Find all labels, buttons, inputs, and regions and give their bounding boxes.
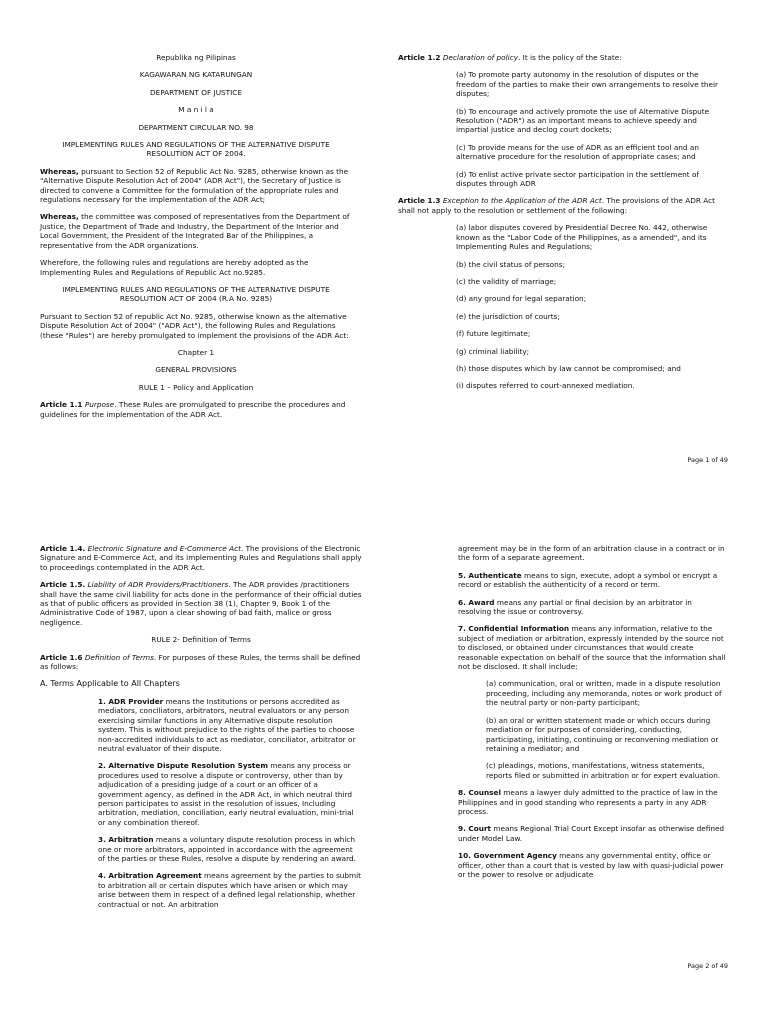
exception-item-e: (e) the jurisdiction of courts; — [456, 311, 560, 321]
exception-item-a: (a) labor disputes covered by Presidential Decree No. 442, otherwise known as the "Labor Code of the Philippines, as a amended", and its Implementing Rules and Regulations; — [456, 223, 708, 252]
terms-section-heading: A. Terms Applicable to All Chapters — [40, 679, 180, 689]
exception-item-b: (b) the civil status of persons; — [456, 259, 566, 269]
term-9-court: 9. Court means Regional Trial Court Except insofar as otherwise defined under Model Law. — [458, 824, 725, 843]
header-republic: Republika ng Pilipinas — [156, 53, 236, 62]
rule-2-heading: RULE 2- Definition of Terms — [151, 635, 251, 645]
confidential-item-b: (b) an oral or written statement made or which occurs during mediation or for purposes of considering, conducting, participating, initiating, continuing or reconvening mediation or retaining a mediator; and — [486, 715, 719, 753]
page-number-1: Page 1 of 49 — [687, 456, 728, 464]
header-city: M a n i l a — [178, 105, 214, 115]
article-1-1: Article 1.1 Purpose. These Rules are promulgated to prescribe the procedures and guidelines for the implementation of the ADR Act. — [40, 400, 346, 419]
term-7-confidential-information: 7. Confidential Information means any information, relative to the subject of mediation or arbitration, expressly intended by the source not to disclosed, or obtained under circumstances that would create reasonable expectation on behalf of the source that the information shall not be disclosed. It shall include: — [458, 624, 726, 672]
pursuant-paragraph: Pursuant to Section 52 of republic Act No. 9285, otherwise known as the alternative Dispute Resolution Act of 2004" ("ADR Act"), the following Rules and Regulations (these "Rules") are hereby promulgated to implement the provisions of the ADR Act: — [40, 311, 349, 340]
confidential-item-a: (a) communication, oral or written, made in a dispute resolution proceeding, including any memoranda, notes or work product of the neutral party or non-party participant; — [486, 679, 722, 708]
exception-item-c: (c) the validity of marriage; — [456, 276, 557, 286]
term-6-award: 6. Award means any partial or final decision by an arbitrator in resolving the issue or controversy. — [458, 597, 692, 617]
document-title: IMPLEMENTING RULES AND REGULATIONS OF THE ALTERNATIVE DISPUTE RESOLUTION ACT OF 2004. — [62, 140, 330, 159]
article-1-4: Article 1.4. Electronic Signature and E-Commerce Act. The provisions of the Electronic Signature and E-Commerce Act, and its implementing Rules and Regulations shall apply to proceedings contemplated in the ADR Act. — [40, 544, 362, 572]
chapter-number: Chapter 1 — [177, 347, 215, 357]
irr-title: IMPLEMENTING RULES AND REGULATIONS OF THE ALTERNATIVE DISPUTE RESOLUTION ACT OF 2004 (R.A No. 9285) — [62, 284, 330, 304]
article-1-2: Article 1.2 Declaration of policy. It is the policy of the State: — [398, 53, 622, 62]
circular-number: DEPARTMENT CIRCULAR NO. 98 — [138, 122, 254, 132]
policy-item-a: (a) To promote party autonomy in the resolution of disputes or the freedom of the parties to make their own arrangements to resolve their disputes; — [456, 70, 719, 99]
exception-item-g: (g) criminal liability; — [456, 346, 530, 356]
header-kagawaran: KAGAWARAN NG KATARUNGAN — [139, 70, 253, 80]
page2-left-column — [40, 544, 362, 917]
exception-item-d: (d) any ground for legal separation; — [456, 294, 587, 304]
term-1-adr-provider: 1. ADR Provider means the Institutions or persons accredited as mediators, conciliators, arbitrators, neutral evaluators or any person exercising similar functions in any Alternative dispute resolution system. This is without prejudice to the rights of the parties to choose non-accredited individuals to act as mediator, conciliator, arbitrator or neutral evaluator of their dispute. — [98, 696, 356, 753]
page1-left-column — [40, 53, 352, 427]
article-1-3: Article 1.3 Exception to the Application of the ADR Act. The provisions of the ADR Act shall not apply to the resolution or settlement of the following: — [398, 196, 715, 215]
term-3-arbitration: 3. Arbitration means a voluntary dispute resolution process in which one or more arbitrators, appointed in accordance with the agreement of the parties or these Rules, resolve a dispute by rendering an award. — [98, 835, 356, 863]
whereas-paragraph-1: Whereas, pursuant to Section 52 of Republic Act No. 9285, otherwise known as the "Alternative Dispute Resolution Act of 2004" (ADR Act"), the Secretary of Justice is directed to convene a Committee for the formulation of the appropriate rules and regulations necessary for the implementation of the ADR Act; — [40, 166, 349, 205]
confidential-item-c: (c) pleadings, motions, manifestations, witness statements, reports filed or submitted in arbitration or for expert evaluation. — [486, 761, 721, 780]
policy-item-b: (b) To encourage and actively promote the use of Alternative Dispute Resolution ("ADR") as an important means to achieve speedy and impartial justice and declog court dockets; — [456, 106, 710, 135]
whereas-paragraph-2: Whereas, the committee was composed of representatives from the Department of Justice, the Department of Trade and Industry, the Department of the Interior and Local Government, the President of the Integrated Bar of the Philippines, a representative from the ADR organizations. — [40, 212, 350, 250]
term-4-arbitration-agreement: 4. Arbitration Agreement means agreement by the parties to submit to arbitration all or certain disputes which have arisen or which may arise between them in respect of a defined legal relationship, whether contractual or not. An arbitration — [98, 871, 362, 909]
exception-item-f: (f) future legitimate; — [456, 329, 531, 339]
exception-item-h: (h) those disputes which by law cannot be compromised; and — [456, 363, 681, 373]
term-4-continued: agreement may be in the form of an arbitration clause in a contract or in the form of a separate agreement. — [458, 544, 725, 563]
page-number-2: Page 2 of 49 — [687, 962, 728, 970]
term-10-government-agency: 10. Government Agency means any governmental entity, office or officer, other than a court that is vested by law with quasi-judicial power or the power to resolve or adjudicate — [458, 851, 724, 879]
wherefore-paragraph: Wherefore, the following rules and regulations are hereby adopted as the Implementing Rules and Regulations of Republic Act no.9285. — [40, 258, 309, 277]
document-page-2 — [0, 512, 768, 1024]
term-5-authenticate: 5. Authenticate means to sign, execute, adopt a symbol or encrypt a record or establish the authenticity of a record or term. — [458, 570, 718, 590]
article-1-6: Article 1.6 Definition of Terms. For purposes of these Rules, the terms shall be defined as follows: — [40, 652, 361, 672]
header-department: DEPARTMENT OF JUSTICE — [150, 87, 242, 97]
rule-1-heading: RULE 1 – Policy and Application — [138, 382, 254, 392]
policy-item-d: (d) To enlist active private sector participation in the settlement of disputes through ADR — [456, 169, 700, 189]
page1-right-column — [398, 53, 726, 399]
policy-item-c: (c) To provide means for the use of ADR as an efficient tool and an alternative procedure for the resolution of appropriate cases; and — [456, 142, 699, 162]
chapter-title: GENERAL PROVISIONS — [155, 365, 237, 375]
article-1-5: Article 1.5. Liability of ADR Providers/Practitioners. The ADR provides /practitioners shall have the same civil liability for acts done in the performance of their official duties as that of public officers as provided in Section 38 (1), Chapter 9, Book 1 of the Administrative Code of 1987, upon a clear showing of bad faith, malice or gross negligence. — [40, 580, 362, 627]
exception-item-i: (i) disputes referred to court-annexed mediation. — [456, 381, 635, 391]
page2-right-column — [458, 544, 726, 887]
term-2-adr-system: 2. Alternative Dispute Resolution System means any process or procedures used to resolve a dispute or controversy, other than by adjudication of a presiding judge of a court or an officer of a government agency, as defined in the ADR Act, in which neutral third person participates to assist in the resolution of issues, Including arbitration, mediation, conciliation, early neutral evaluation, mini-trial or any combination thereof. — [98, 761, 354, 827]
term-8-counsel: 8. Counsel means a lawyer duly admitted to the practice of law in the Philippines and in good standing who represents a party in any ADR process. — [458, 788, 718, 816]
